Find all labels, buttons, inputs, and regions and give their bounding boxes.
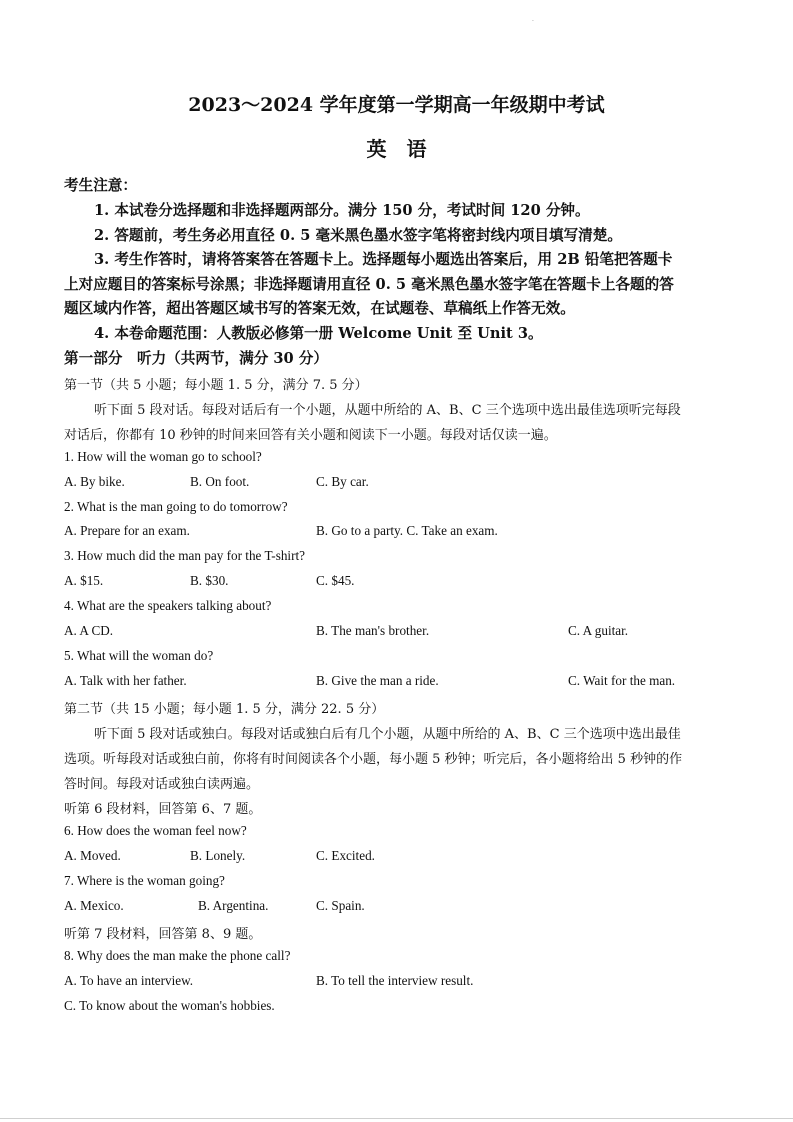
question-2-option-a: A. Prepare for an exam. [64, 523, 190, 538]
question-5-option-c: C. Wait for the man. [568, 673, 676, 688]
question-8-option-c: C. To know about the woman's hobbies. [64, 998, 275, 1013]
question-4-option-a: A. A CD. [64, 623, 114, 638]
question-4-option-b: B. The man's brother. [316, 623, 430, 638]
question-4-option-c: C. A guitar. [568, 623, 629, 638]
section1-instruction-line-1: 听下面 5 段对话。每段对话后有一个小题，从题中所给的 A、B、C 三个选项中选出最佳选项听完每段 [94, 403, 681, 418]
notice-heading: 考生注意： [64, 177, 137, 194]
question-7-option-b: B. Argentina. [198, 898, 269, 913]
top-dot: · [532, 18, 534, 25]
question-7-stem: 7. Where is the woman going? [64, 873, 225, 888]
section1-instruction-line-2: 对话后，你都有 10 秒钟的时间来回答有关小题和阅读下一小题。每段对话仅读一遍。 [64, 428, 557, 443]
question-5-stem: 5. What will the woman do? [64, 648, 214, 663]
question-5-option-b: B. Give the man a ride. [316, 673, 439, 688]
question-4-stem: 4. What are the speakers talking about? [64, 598, 272, 613]
part1-heading: 第一部分 听力（共两节，满分 30 分） [64, 350, 328, 367]
question-1-option-a: A. By bike. [64, 474, 125, 489]
question-3-option-c: C. $45. [316, 573, 355, 588]
notice-item-1: 1. 本试卷分选择题和非选择题两部分。满分 150 分，考试时间 120 分钟。 [94, 202, 590, 219]
question-3-stem: 3. How much did the man pay for the T-shirt? [64, 548, 305, 563]
section2-heading: 第二节（共 15 小题；每小题 1. 5 分，满分 22. 5 分） [64, 702, 385, 717]
question-6-option-a: A. Moved. [64, 848, 121, 863]
question-1-option-c: C. By car. [316, 474, 369, 489]
question-7-option-c: C. Spain. [316, 898, 365, 913]
question-1-option-b: B. On foot. [190, 474, 250, 489]
section2-instruction-line-2: 选项。听每段对话或独白前，你将有时间阅读各个小题，每小题 5 秒钟；听完后，各小题将给出 5 秒钟的作 [64, 752, 683, 767]
section1-heading: 第一节（共 5 小题；每小题 1. 5 分，满分 7. 5 分） [64, 378, 368, 393]
question-8-option-b: B. To tell the interview result. [316, 973, 474, 988]
notice-item-3-line-3: 题区域内作答，超出答题区域书写的答案无效，在试题卷、草稿纸上作答无效。 [64, 300, 575, 317]
subject-title: 英语 [366, 137, 447, 161]
notice-item-4: 4. 本卷命题范围：人教版必修第一册 Welcome Unit 至 Unit 3。 [94, 325, 543, 342]
question-6-option-b: B. Lonely. [190, 848, 246, 863]
question-2-option-b: B. Go to a party. C. Take an exam. [316, 523, 498, 538]
question-3-option-a: A. $15. [64, 573, 104, 588]
question-1-stem: 1. How will the woman go to school? [64, 449, 262, 464]
bottom-divider [0, 1118, 793, 1119]
question-8-stem: 8. Why does the man make the phone call? [64, 948, 291, 963]
section2-instruction-line-1: 听下面 5 段对话或独白。每段对话或独白后有几个小题，从题中所给的 A、B、C 三个选项中选出最佳 [94, 727, 681, 742]
material-6-heading: 听第 6 段材料，回答第 6、7 题。 [64, 802, 262, 817]
exam-title: 2023～2024 学年度第一学期高一年级期中考试 [188, 94, 605, 116]
question-3-option-b: B. $30. [190, 573, 229, 588]
question-7-option-a: A. Mexico. [64, 898, 124, 913]
notice-item-3-line-2: 上对应题目的答案标号涂黑；非选择题请用直径 0. 5 毫米黑色墨水签字笔在答题卡上各题的答 [64, 276, 674, 293]
question-6-stem: 6. How does the woman feel now? [64, 823, 247, 838]
question-6-option-c: C. Excited. [316, 848, 375, 863]
notice-item-3-line-1: 3. 考生作答时，请将答案答在答题卡上。选择题每小题选出答案后，用 2B 铅笔把答题卡 [94, 251, 673, 268]
question-8-option-a: A. To have an interview. [64, 973, 194, 988]
material-7-heading: 听第 7 段材料，回答第 8、9 题。 [64, 927, 262, 942]
question-5-option-a: A. Talk with her father. [64, 673, 187, 688]
notice-item-2: 2. 答题前，考生务必用直径 0. 5 毫米黑色墨水签字笔将密封线内项目填写清楚。 [94, 227, 622, 244]
section2-instruction-line-3: 答时间。每段对话或独白读两遍。 [64, 777, 260, 792]
question-2-stem: 2. What is the man going to do tomorrow? [64, 499, 288, 514]
